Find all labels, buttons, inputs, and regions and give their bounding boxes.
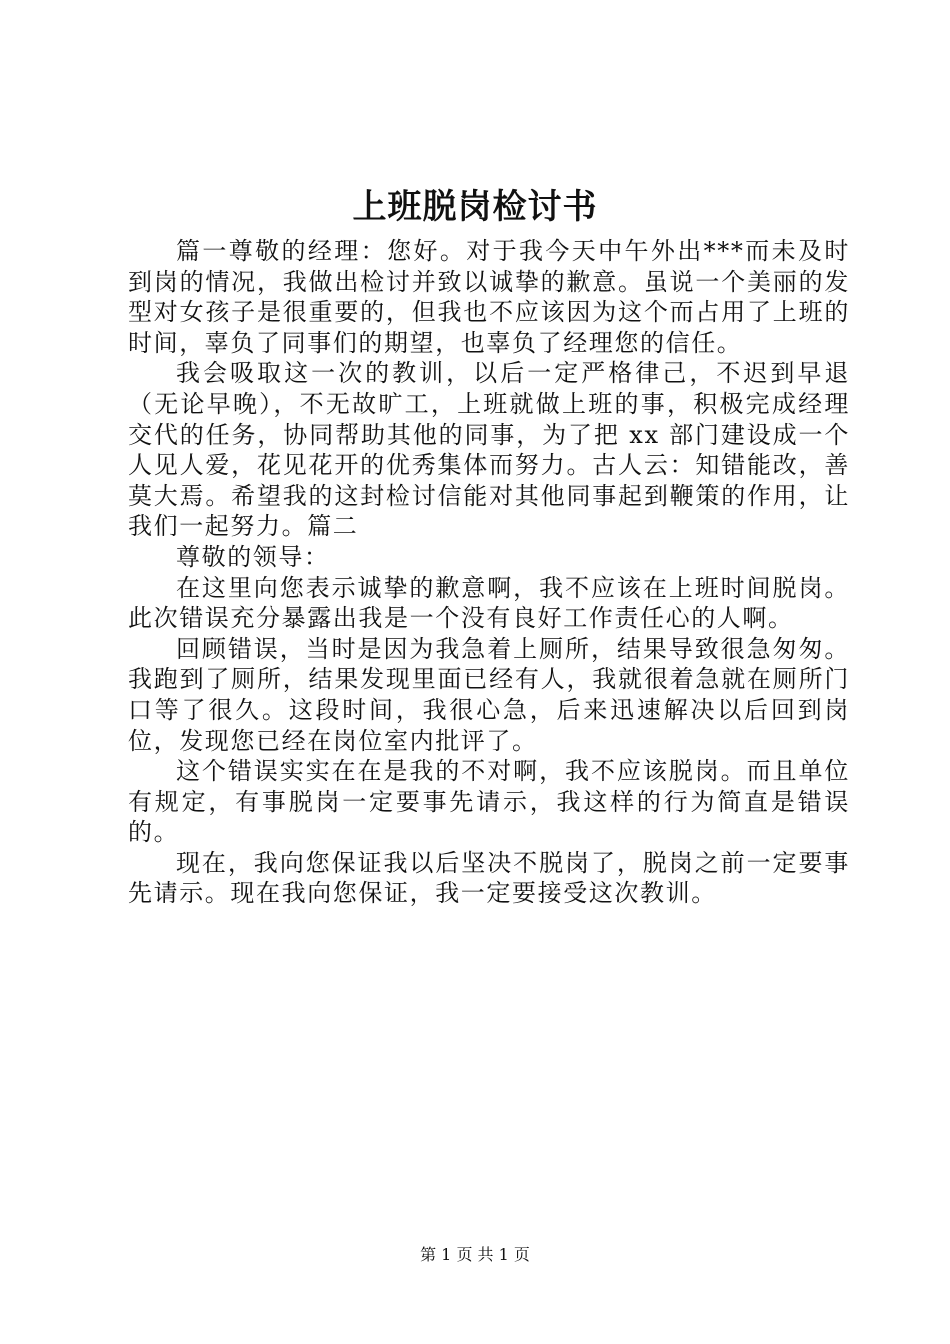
paragraph: 篇一尊敬的经理：您好。对于我今天中午外出***而未及时到岗的情况，我做出检讨并致以诚挚的歉意。虽说一个美丽的发型对女孩子是很重要的，但我也不应该因为这个而占用了上班的时间，辜负了同事们的期望，也辜负了经理您的信任。 — [128, 237, 850, 357]
paragraph: 在这里向您表示诚挚的歉意啊，我不应该在上班时间脱岗。此次错误充分暴露出我是一个没有良好工作责任心的人啊。 — [128, 573, 850, 633]
paragraph: 尊敬的领导： — [176, 542, 330, 571]
document-title: 上班脱岗检讨书 — [352, 187, 598, 227]
paragraph: 我会吸取这一次的教训，以后一定严格律己，不迟到早退（无论早晚），不无故旷工，上班就做上班的事，积极完成经理交代的任务，协同帮助其他的同事，为了把 xx 部门建设成一个人见人爱，花见花开的优秀集体而努力。古人云：知错能改，善莫大焉。希望我的这封检讨信能对其他同事起到鞭策的作用，让我们一起努力。篇二 — [128, 359, 850, 541]
page-footer: 第 1 页 共 1 页 — [420, 1245, 530, 1264]
paragraph: 这个错误实实在在是我的不对啊，我不应该脱岗。而且单位有规定，有事脱岗一定要事先请示，我这样的行为简直是错误的。 — [128, 757, 850, 847]
paragraph: 现在，我向您保证我以后坚决不脱岗了，脱岗之前一定要事先请示。现在我向您保证，我一定要接受这次教训。 — [128, 848, 850, 908]
document-body — [128, 236, 850, 909]
paragraph: 回顾错误，当时是因为我急着上厕所，结果导致很急匆匆。我跑到了厕所，结果发现里面已经有人，我就很着急就在厕所门口等了很久。这段时间，我很心急，后来迅速解决以后回到岗位，发现您已经在岗位室内批评了。 — [128, 634, 850, 755]
